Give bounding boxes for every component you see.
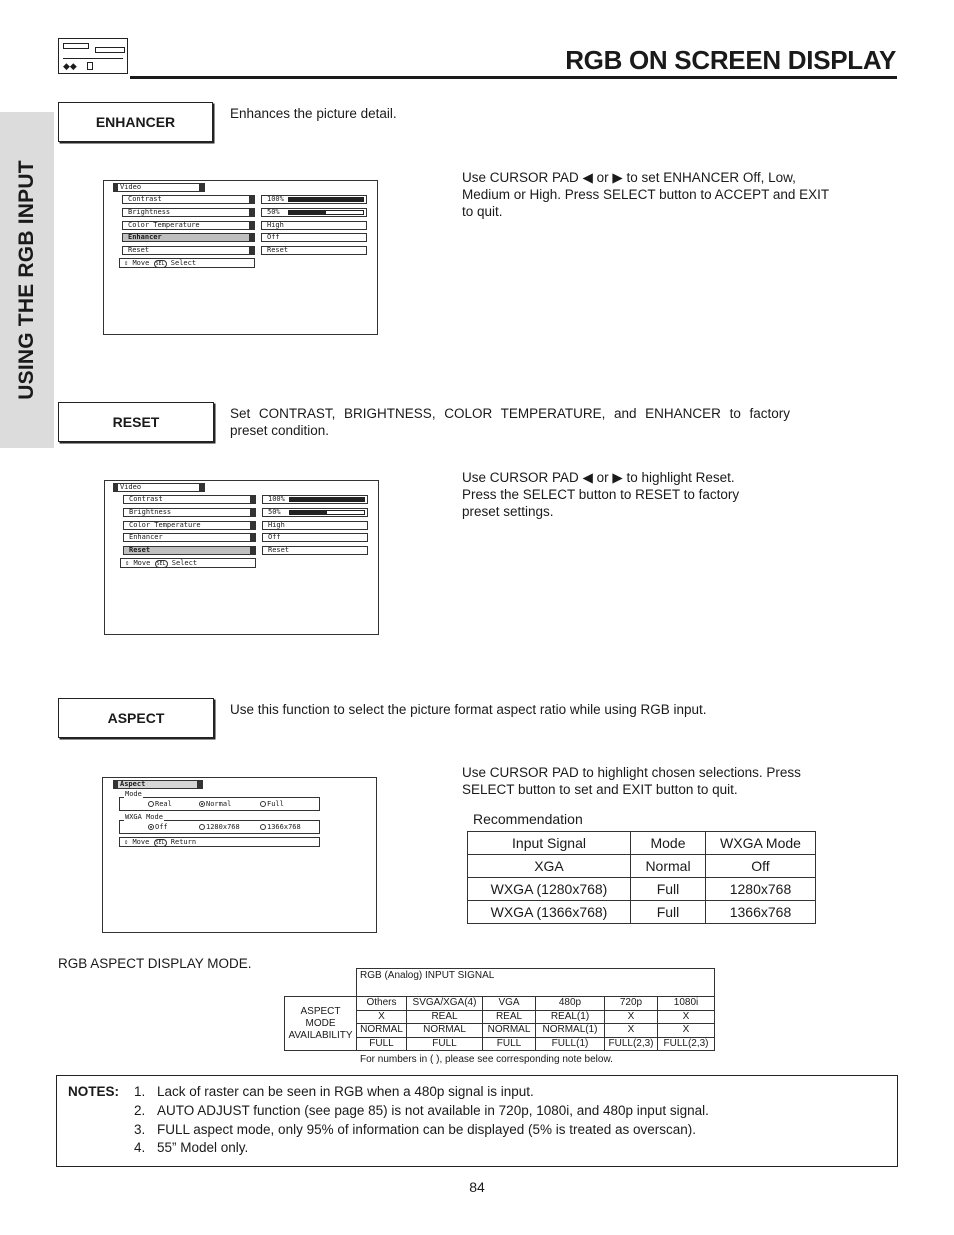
table-cell: WXGA (1280x768) (468, 878, 631, 901)
osd-mode-option-real[interactable]: Real (148, 801, 172, 808)
table-cell: 1280x768 (706, 878, 816, 901)
table-cell: X (658, 1010, 715, 1024)
rgb-group-header: RGB (Analog) INPUT SIGNAL (357, 969, 715, 997)
table-cell: NORMAL(1) (536, 1024, 605, 1038)
note-text: Lack of raster can be seen in RGB when a 480p signal is input. (157, 1084, 534, 1099)
enhancer-description: Enhances the picture detail. (230, 106, 397, 121)
enhancer-label: ENHANCER (58, 102, 213, 142)
radio-icon (199, 824, 205, 830)
up-down-icon: ⇕ (124, 259, 129, 267)
table-cell: Full (631, 878, 706, 901)
table-cell: NORMAL (357, 1024, 407, 1038)
osd-hint-bar: ⇕ Move SEL Return (119, 837, 320, 847)
osd-item-contrast[interactable]: Contrast (123, 495, 256, 504)
note-text: FULL aspect mode, only 95% of information can be displayed (5% is treated as overscan). (157, 1122, 697, 1137)
table-header-row (285, 997, 715, 1011)
radio-icon (260, 801, 266, 807)
table-cell: 1366x768 (706, 901, 816, 924)
table-cell: FULL(1) (536, 1037, 605, 1051)
rgb-aspect-footnote: For numbers in ( ), please see corresponding note below. (360, 1054, 613, 1065)
aspect-description: Use this function to select the picture format aspect ratio while using RGB input. (230, 702, 707, 717)
osd-item-color-temperature[interactable]: Color Temperature (122, 221, 255, 230)
osd-item-brightness[interactable]: Brightness (123, 508, 256, 517)
radio-icon (148, 824, 154, 830)
osd-mode-option-full[interactable]: Full (260, 801, 284, 808)
enhancer-osd-screen (103, 180, 378, 335)
rgb-aspect-caption: RGB ASPECT DISPLAY MODE. (58, 956, 252, 971)
table-cell: REAL (407, 1010, 483, 1024)
table-cell: X (357, 1010, 407, 1024)
osd-value-color-temperature: High (262, 521, 368, 530)
radio-icon (148, 801, 154, 807)
table-cell: X (605, 1024, 658, 1038)
table-cell: FULL(2,3) (658, 1037, 715, 1051)
aspect-osd-screen (102, 777, 377, 933)
osd-item-reset[interactable]: Reset (122, 246, 255, 255)
osd-mode-label: Mode (125, 790, 142, 798)
table-cell: REAL(1) (536, 1010, 605, 1024)
osd-value-brightness: 50% (261, 208, 367, 217)
osd-value-reset: Reset (261, 246, 367, 255)
aspect-instructions: Use CURSOR PAD to highlight chosen selections. Press SELECT button to set and EXIT button to quit. (462, 765, 801, 797)
osd-menu-title: Video (113, 483, 205, 492)
table-header-cell: 720p (605, 997, 658, 1011)
table-header-cell: Others (357, 997, 407, 1011)
table-cell: Normal (631, 855, 706, 878)
vcr-icon: ◆◆ (58, 38, 128, 74)
table-cell: NORMAL (407, 1024, 483, 1038)
table-cell: FULL (357, 1037, 407, 1051)
table-header-cell: SVGA/XGA(4) (407, 997, 483, 1011)
table-cell: XGA (468, 855, 631, 878)
note-number: 1. (134, 1084, 146, 1099)
notes-label: NOTES: (68, 1084, 120, 1099)
reset-label: RESET (58, 402, 214, 442)
sel-button-icon: SEL (155, 840, 165, 846)
reset-description: Set CONTRAST, BRIGHTNESS, COLOR TEMPERATURE, and ENHANCER to factory preset condition. (230, 406, 790, 438)
radio-icon (260, 824, 266, 830)
table-header-cell: 480p (536, 997, 605, 1011)
osd-value-brightness: 50% (262, 508, 368, 517)
note-text: 55” Model only. (157, 1140, 249, 1155)
osd-value-reset: Reset (262, 546, 368, 555)
osd-item-brightness[interactable]: Brightness (122, 208, 255, 217)
table-row (468, 901, 816, 924)
reset-osd-screen (104, 480, 379, 635)
sel-button-icon: SEL (155, 261, 165, 267)
table-header-row (285, 969, 715, 997)
table-header-row (468, 832, 816, 855)
table-row (468, 878, 816, 901)
aspect-label: ASPECT (58, 698, 214, 738)
table-cell: Full (631, 901, 706, 924)
table-cell: Off (706, 855, 816, 878)
table-cell: FULL (407, 1037, 483, 1051)
osd-wxga-option-off[interactable]: Off (148, 824, 168, 831)
osd-item-reset[interactable]: Reset (123, 546, 256, 555)
osd-hint-bar: ⇕ Move SEL Select (119, 258, 255, 268)
up-down-icon: ⇕ (125, 559, 130, 567)
osd-value-enhancer: Off (261, 233, 367, 242)
title-rule (130, 76, 897, 79)
sel-button-icon: SEL (156, 561, 166, 567)
table-cell: REAL (483, 1010, 536, 1024)
osd-menu-title: Video (113, 183, 205, 192)
radio-icon (199, 801, 205, 807)
table-cell: NORMAL (483, 1024, 536, 1038)
note-number: 4. (134, 1140, 146, 1155)
osd-item-enhancer[interactable]: Enhancer (123, 533, 256, 542)
osd-value-contrast: 100% (261, 195, 367, 204)
osd-value-contrast: 100% (262, 495, 368, 504)
osd-hint-bar: ⇕ Move SEL Select (120, 558, 256, 568)
osd-wxga-option-1280[interactable]: 1280x768 (199, 824, 240, 831)
osd-mode-option-normal[interactable]: Normal (199, 801, 231, 808)
page-number: 84 (469, 1179, 485, 1195)
row-header-cell: ASPECT MODE AVAILABILITY (285, 997, 357, 1051)
recommendation-table (467, 831, 816, 924)
recommendation-title: Recommendation (473, 811, 583, 827)
table-cell: X (658, 1024, 715, 1038)
table-cell: WXGA (1366x768) (468, 901, 631, 924)
table-cell: X (605, 1010, 658, 1024)
note-text: AUTO ADJUST function (see page 85) is not available in 720p, 1080i, and 480p input signal. (157, 1103, 709, 1118)
osd-item-enhancer[interactable]: Enhancer (122, 233, 255, 242)
osd-item-color-temperature[interactable]: Color Temperature (123, 521, 256, 530)
enhancer-instructions: Use CURSOR PAD ◀ or ▶ to set ENHANCER Off, Low, Medium or High. Press SELECT button to ACCEPT and EXIT to quit. (462, 170, 829, 219)
table-header-cell: 1080i (658, 997, 715, 1011)
table-header-cell: Input Signal (468, 832, 631, 855)
osd-wxga-group (119, 813, 320, 834)
rgb-aspect-table (284, 968, 715, 1051)
osd-menu-title: Aspect (113, 780, 203, 789)
osd-mode-group (119, 790, 320, 811)
side-tab-label: USING THE RGB INPUT (15, 160, 38, 400)
note-number: 3. (134, 1122, 146, 1137)
table-row (468, 855, 816, 878)
osd-wxga-option-1366[interactable]: 1366x768 (260, 824, 301, 831)
up-down-icon: ⇕ (124, 838, 129, 846)
osd-item-contrast[interactable]: Contrast (122, 195, 255, 204)
note-number: 2. (134, 1103, 146, 1118)
side-tab (0, 112, 54, 448)
osd-value-enhancer: Off (262, 533, 368, 542)
notes-box (56, 1075, 898, 1167)
page-title: RGB ON SCREEN DISPLAY (565, 45, 896, 75)
table-header-cell: VGA (483, 997, 536, 1011)
osd-wxga-label: WXGA Mode (125, 813, 163, 821)
table-header-cell: Mode (631, 832, 706, 855)
osd-value-color-temperature: High (261, 221, 367, 230)
table-cell: FULL(2,3) (605, 1037, 658, 1051)
table-cell: FULL (483, 1037, 536, 1051)
table-header-cell: WXGA Mode (706, 832, 816, 855)
reset-instructions: Use CURSOR PAD ◀ or ▶ to highlight Reset. Press the SELECT button to RESET to factory preset settings. (462, 470, 740, 519)
